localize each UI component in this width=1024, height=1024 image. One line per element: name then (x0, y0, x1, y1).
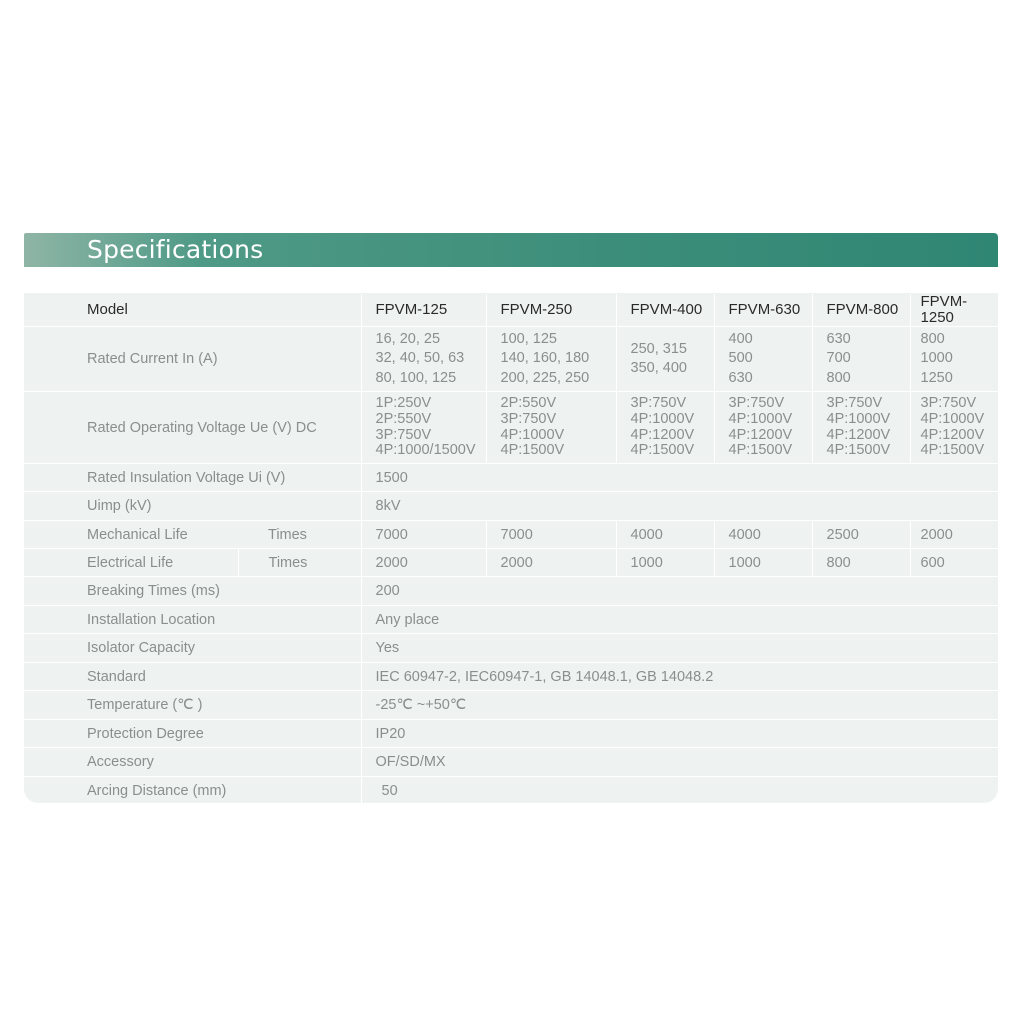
value-cell: 1P:250V 2P:550V 3P:750V 4P:1000/1500V (361, 392, 486, 464)
model-cell: FPVM-800 (812, 294, 910, 327)
value-cell: 8kV (361, 492, 998, 521)
value-cell: 2P:550V 3P:750V 4P:1000V 4P:1500V (486, 392, 616, 464)
table-row-isolator (24, 634, 998, 663)
value-cell: 7000 (486, 521, 616, 549)
value-cell: 3P:750V 4P:1000V 4P:1200V 4P:1500V (714, 392, 812, 464)
row-label: Rated Insulation Voltage Ui (V) (24, 464, 361, 492)
value-cell: 400 500 630 (714, 327, 812, 392)
row-label: Mechanical Life (24, 521, 238, 549)
table-row-protection (24, 720, 998, 748)
row-label: Temperature (℃ ) (24, 691, 361, 720)
value-cell: 3P:750V 4P:1000V 4P:1200V 4P:1500V (812, 392, 910, 464)
value-cell: Yes (361, 634, 998, 663)
table-row-mechanical-life (24, 521, 998, 549)
row-label: Installation Location (24, 606, 361, 634)
value-cell: 200 (361, 577, 998, 606)
value-cell: 50 (361, 777, 998, 805)
value-cell: IEC 60947-2, IEC60947-1, GB 14048.1, GB 14048.2 (361, 663, 998, 691)
value-cell: 2000 (486, 549, 616, 577)
value-cell: 7000 (361, 521, 486, 549)
table-row-rated-current (24, 327, 998, 392)
section-title: Specifications (87, 235, 264, 264)
row-label: Uimp (kV) (24, 492, 361, 521)
row-label: Protection Degree (24, 720, 361, 748)
table-row-rated-voltage (24, 392, 998, 464)
value-cell: 100, 125 140, 160, 180 200, 225, 250 (486, 327, 616, 392)
table-row-standard (24, 663, 998, 691)
section-banner (24, 233, 998, 267)
row-label: Standard (24, 663, 361, 691)
row-label: Model (24, 294, 361, 327)
model-cell: FPVM-1250 (910, 294, 998, 327)
model-cell: FPVM-125 (361, 294, 486, 327)
value-cell: 1500 (361, 464, 998, 492)
value-cell: 3P:750V 4P:1000V 4P:1200V 4P:1500V (910, 392, 998, 464)
table-row-insulation-voltage (24, 464, 998, 492)
value-cell: 4000 (616, 521, 714, 549)
table-row-breaking-times (24, 577, 998, 606)
row-label: Rated Operating Voltage Ue (V) DC (24, 392, 361, 464)
value-cell: OF/SD/MX (361, 748, 998, 777)
row-label: Rated Current In (A) (24, 327, 361, 392)
table-row-electrical-life (24, 549, 998, 577)
value-cell: 800 (812, 549, 910, 577)
row-label: Breaking Times (ms) (24, 577, 361, 606)
unit-cell: Times (238, 549, 361, 577)
value-cell: 4000 (714, 521, 812, 549)
value-cell: 1000 (616, 549, 714, 577)
value-cell: 630 700 800 (812, 327, 910, 392)
table-row-model (24, 294, 998, 327)
value-cell: 2500 (812, 521, 910, 549)
table-row-uimp (24, 492, 998, 521)
value-cell: -25℃ ~+50℃ (361, 691, 998, 720)
value-cell: Any place (361, 606, 998, 634)
row-label: Arcing Distance (mm) (87, 782, 227, 799)
model-cell: FPVM-400 (616, 294, 714, 327)
spec-table (24, 294, 998, 805)
value-cell: 1000 (714, 549, 812, 577)
value-cell: 250, 315 350, 400 (616, 327, 714, 392)
value-cell: 2000 (361, 549, 486, 577)
model-cell: FPVM-250 (486, 294, 616, 327)
value-cell: 600 (910, 549, 998, 577)
value-cell: 2000 (910, 521, 998, 549)
table-row-arcing (24, 777, 998, 805)
row-label: Isolator Capacity (24, 634, 361, 663)
table-row-installation (24, 606, 998, 634)
unit-cell: Times (238, 521, 361, 549)
value-cell: 16, 20, 25 32, 40, 50, 63 80, 100, 125 (361, 327, 486, 392)
value-cell: 3P:750V 4P:1000V 4P:1200V 4P:1500V (616, 392, 714, 464)
row-label: Accessory (24, 748, 361, 777)
value-cell: 800 1000 1250 (910, 327, 998, 392)
row-label: Electrical Life (24, 549, 238, 577)
value-cell: IP20 (361, 720, 998, 748)
table-row-temperature (24, 691, 998, 720)
table-row-accessory (24, 748, 998, 777)
model-cell: FPVM-630 (714, 294, 812, 327)
